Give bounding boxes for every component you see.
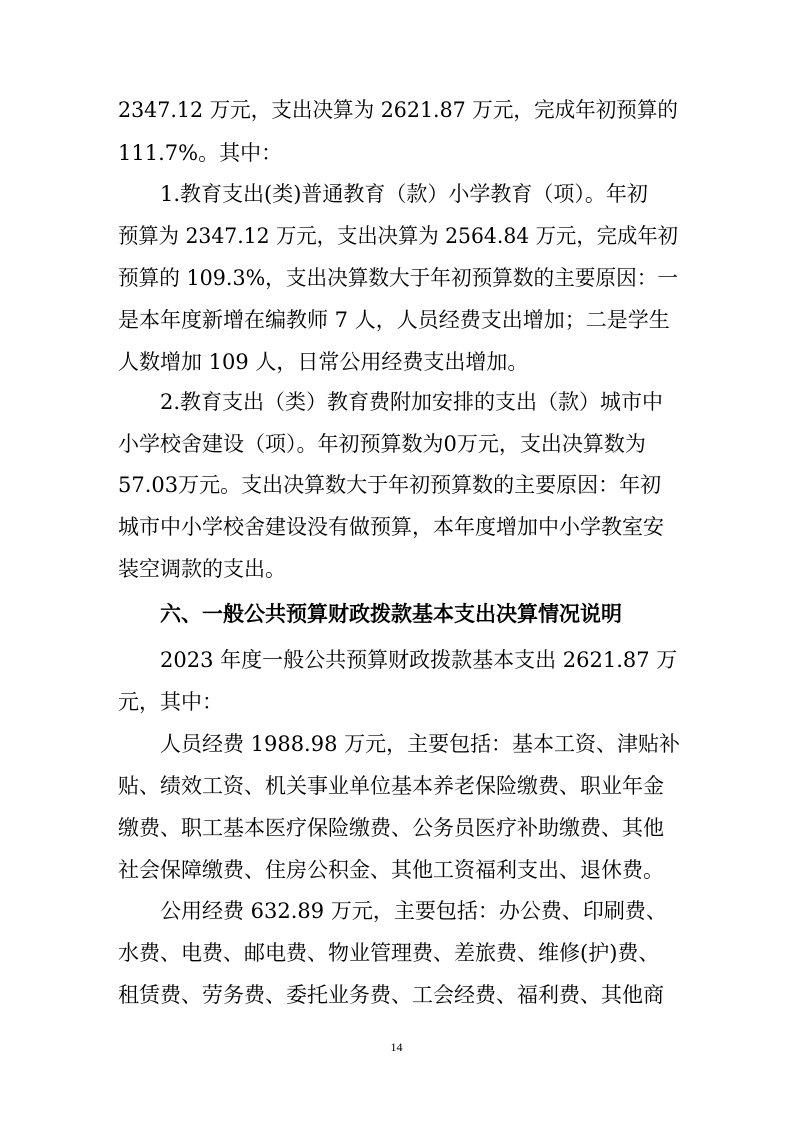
paragraph-line: 预算的 109.3%，支出决算数大于年初预算数的主要原因：一 [118, 266, 678, 290]
paragraph-line: 水费、电费、邮电费、物业管理费、差旅费、维修(护)费、 [118, 941, 660, 965]
paragraph-line: 缴费、职工基本医疗保险缴费、公务员医疗补助缴费、其他 [118, 816, 664, 840]
section-heading: 六、一般公共预算财政拨款基本支出决算情况说明 [160, 602, 622, 626]
paragraph-line: 城市中小学校舍建设没有做预算，本年度增加中小学教室安 [118, 515, 664, 539]
paragraph-line: 租赁费、劳务费、委托业务费、工会经费、福利费、其他商 [118, 983, 664, 1007]
paragraph-line: 111.7%。其中： [118, 141, 283, 165]
paragraph-line: 公用经费 632.89 万元，主要包括：办公费、印刷费、 [160, 899, 667, 923]
paragraph-line: 人数增加 109 人，日常公用经费支出增加。 [118, 350, 529, 374]
paragraph-line: 元，其中： [118, 690, 223, 714]
paragraph-line: 是本年度新增在编教师 7 人，人员经费支出增加；二是学生 [118, 308, 670, 332]
page-number: 14 [390, 1040, 403, 1054]
paragraph-line: 2347.12 万元，支出决算为 2621.87 万元，完成年初预算的 [118, 98, 678, 122]
paragraph-line: 贴、绩效工资、机关事业单位基本养老保险缴费、职业年金 [118, 774, 664, 798]
paragraph-line: 1.教育支出(类)普通教育（款）小学教育（项）。年初 [160, 182, 648, 206]
paragraph-line: 57.03万元。支出决算数大于年初预算数的主要原因：年初 [118, 473, 662, 497]
paragraph-line: 装空调款的支出。 [118, 557, 286, 581]
paragraph-line: 小学校舍建设（项）。年初预算数为0万元，支出决算数为 [118, 432, 646, 456]
paragraph-line: 预算为 2347.12 万元，支出决算为 2564.84 万元，完成年初 [118, 224, 678, 248]
paragraph-line: 2.教育支出（类）教育费附加安排的支出（款）城市中 [160, 390, 664, 414]
paragraph-line: 人员经费 1988.98 万元，主要包括：基本工资、津贴补 [160, 732, 680, 756]
paragraph-line: 社会保障缴费、住房公积金、其他工资福利支出、退休费。 [118, 858, 664, 882]
paragraph-line: 2023 年度一般公共预算财政拨款基本支出 2621.87 万 [160, 648, 678, 672]
